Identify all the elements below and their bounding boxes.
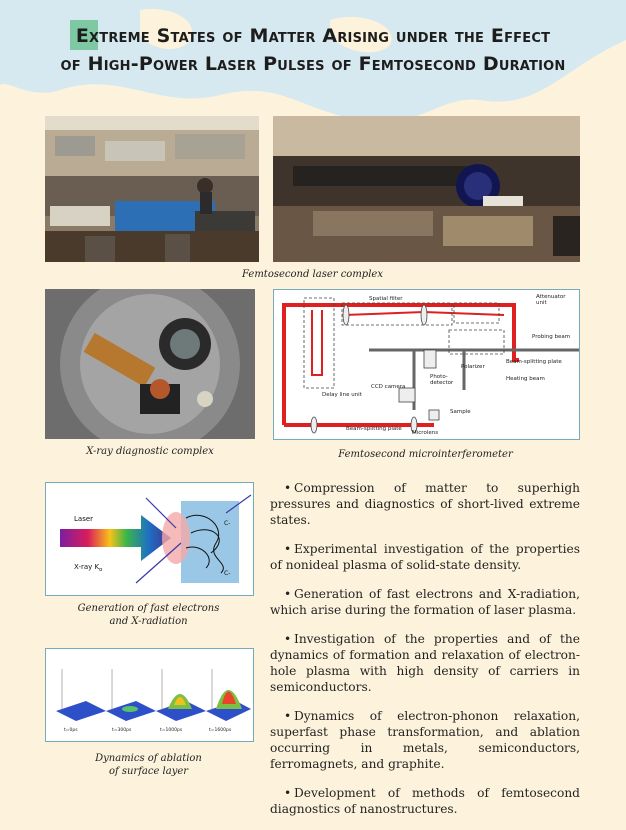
- ablation-label-t3: t=1000ps: [160, 728, 183, 733]
- label-attenuator-unit: unit: [536, 300, 547, 306]
- caption-fast-electrons-line-1: Generation of fast electrons: [77, 603, 220, 614]
- bullet-text: Compression of matter to superhigh pressures and diagnostics of short-lived extreme states.: [270, 481, 580, 527]
- label-beam-splitting-plate-2: Beam-splitting plate: [346, 426, 402, 432]
- bullet-text: Development of methods of femtosecond diagnostics of nanostructures.: [270, 786, 580, 816]
- fast-electrons-figure: [45, 482, 254, 596]
- bullet-item: [270, 785, 580, 817]
- caption-ablation-line-2: of surface layer: [108, 766, 189, 777]
- bullet-item: [270, 586, 580, 618]
- bullet-item: [270, 541, 580, 573]
- label-ccd-camera: CCD camera: [371, 384, 406, 390]
- bullet-dot-icon: •: [284, 786, 292, 800]
- bullet-item: [270, 480, 580, 528]
- bullet-dot-icon: •: [284, 632, 292, 646]
- label-xray-k: X-ray K: [74, 563, 100, 571]
- research-bullet-list: [270, 480, 580, 830]
- bullet-text: Dynamics of electron-phonon relaxation, superfast phase transformation, and ablation occurring in metals, semiconductors, ferromagnets, and graphite.: [270, 709, 580, 771]
- caption-interferometer: Femtosecond microinterferometer: [338, 449, 513, 460]
- caption-laser-complex: Femtosecond laser complex: [242, 269, 383, 280]
- ablation-label-t1: t=0ps: [64, 728, 78, 733]
- laser-complex-photo: [273, 116, 580, 262]
- page-title-line-2: of High-Power Laser Pulses of Femtosecond Duration: [60, 53, 566, 75]
- ablation-label-t4: t=1600ps: [209, 728, 232, 733]
- label-laser: Laser: [74, 515, 94, 523]
- caption-fast-electrons: [45, 602, 252, 628]
- label-detector: detector: [430, 380, 454, 386]
- label-probing-beam: Probing beam: [532, 334, 571, 340]
- xray-photo: [45, 289, 255, 439]
- label-delay-line: Delay line unit: [322, 392, 362, 398]
- label-electron-2: C-: [224, 570, 231, 577]
- label-polarizer: Polarizer: [461, 364, 485, 370]
- bullet-dot-icon: •: [284, 587, 292, 601]
- ablation-label-t2: t=300ps: [112, 728, 132, 733]
- caption-ablation-line-1: Dynamics of ablation: [95, 753, 202, 764]
- label-attenuator: Attenuator: [536, 294, 566, 300]
- interferometer-diagram: [273, 289, 580, 440]
- bullet-text: Generation of fast electrons and X-radiation, which arise during the formation of laser plasma.: [270, 587, 580, 617]
- caption-ablation: [45, 752, 252, 778]
- page-title-line-1: Extreme States of Matter Arising under the Effect: [75, 25, 551, 47]
- label-beam-splitting-plate: Beam-splitting plate: [506, 359, 562, 365]
- bullet-text: Experimental investigation of the properties of nonideal plasma of solid-state density.: [270, 542, 580, 572]
- label-heating-beam: Heating beam: [506, 376, 545, 382]
- bullet-dot-icon: •: [284, 709, 292, 723]
- bullet-text: Investigation of the properties and of the dynamics of formation and relaxation of electron-hole plasma with high density of carriers in semiconductors.: [270, 632, 580, 694]
- bullet-dot-icon: •: [284, 481, 292, 495]
- label-microlens: Microlens: [412, 430, 439, 436]
- label-spatial-filter: Spatial filter: [369, 296, 403, 302]
- caption-fast-electrons-line-2: and X-radiation: [109, 616, 188, 627]
- bullet-item: [270, 708, 580, 772]
- label-sample: Sample: [450, 409, 471, 415]
- caption-xray: X-ray diagnostic complex: [86, 446, 214, 457]
- label-photo: Photo-: [430, 374, 448, 380]
- ablation-figure: [45, 648, 254, 742]
- laser-lab-photo: [45, 116, 259, 262]
- bullet-dot-icon: •: [284, 542, 292, 556]
- label-xray-k-alpha: α: [99, 567, 103, 573]
- bullet-item: [270, 631, 580, 695]
- label-electron-1: C-: [224, 520, 231, 527]
- title-block: [0, 22, 626, 78]
